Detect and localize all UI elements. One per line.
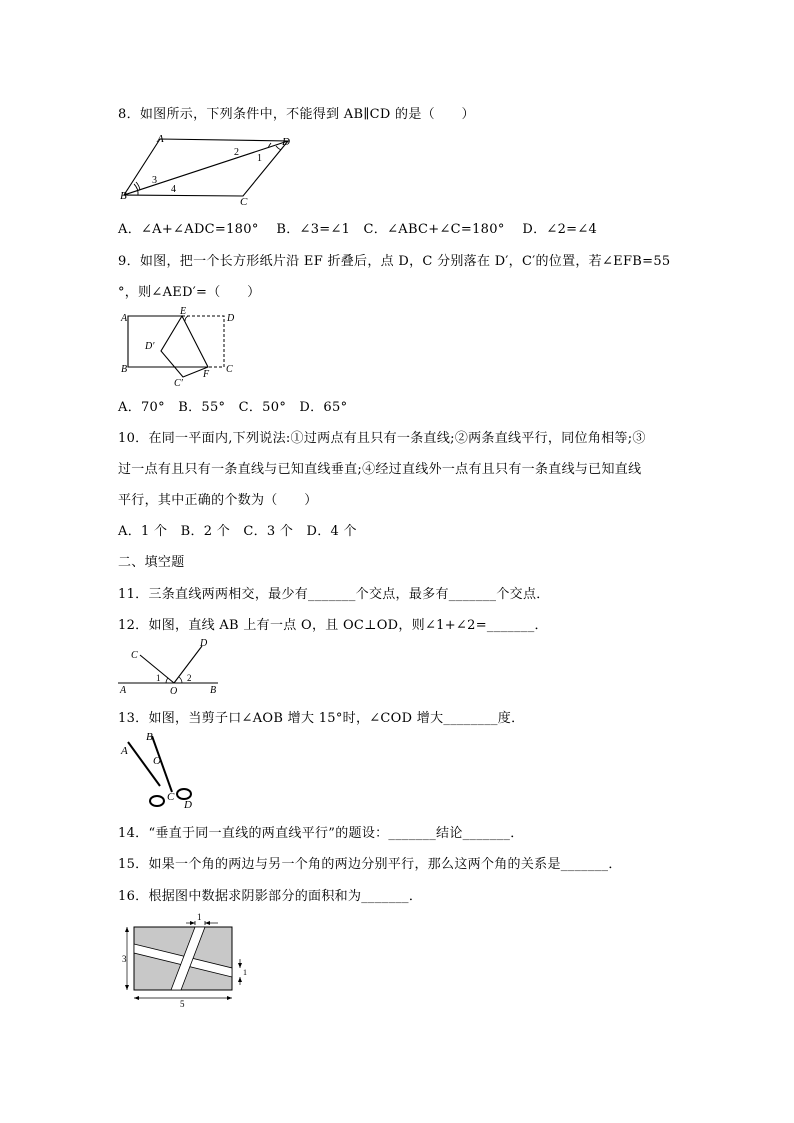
- label-width: 5: [180, 999, 185, 1009]
- q9-fold-figure: [116, 305, 236, 387]
- question-8-options: A．∠A+∠ADC=180° B．∠3=∠1 C．∠ABC+∠C=180° D．∠2=∠4: [118, 222, 598, 237]
- label-a: A: [121, 313, 128, 324]
- q16-shaded-area-figure: [118, 913, 250, 1009]
- question-10-line2: 过一点有且只有一条直线与已知直线垂直;④经过直线外一点有且只有一条直线与已知直线: [118, 462, 642, 477]
- section-heading-fill-in: 二、填空题: [118, 555, 185, 570]
- question-14: 14．“垂直于同一直线的两直线平行”的题设：_______结论_______．: [118, 826, 524, 841]
- label-o: O: [153, 755, 161, 767]
- label-a: A: [121, 745, 128, 757]
- label-1: 1: [257, 153, 262, 164]
- label-o: O: [170, 686, 178, 696]
- question-16-stem: 16．根据图中数据求阴影部分的面积和为_______．: [118, 889, 423, 904]
- label-4: 4: [171, 184, 176, 195]
- label-d: D: [282, 136, 290, 148]
- label-c: C: [240, 196, 248, 205]
- question-8-stem: 8．如图所示，下列条件中，不能得到 AB∥CD 的是（ ）: [118, 107, 475, 122]
- question-11: 11．三条直线两两相交，最少有_______个交点，最多有_______个交点．: [118, 587, 550, 602]
- label-b: B: [146, 731, 153, 743]
- question-9-stem-line2: °，则∠AED′=（ ）: [118, 285, 261, 300]
- label-c: C: [131, 650, 138, 661]
- label-d: D: [227, 313, 235, 324]
- label-2: 2: [234, 147, 239, 158]
- q8-parallelogram-figure: [118, 133, 298, 205]
- question-9-stem-line1: 9．如图，把一个长方形纸片沿 EF 折叠后，点 D，C 分别落在 D′，C′的位置，若∠EFB=55: [118, 254, 671, 269]
- label-1: 1: [156, 673, 161, 683]
- label-e: E: [180, 306, 187, 317]
- question-10-options: A．1 个 B．2 个 C．3 个 D．4 个: [118, 524, 357, 539]
- question-9-options: A．70° B．55° C．50° D．65°: [118, 400, 348, 415]
- q13-scissors-figure: [118, 728, 208, 812]
- question-13-stem: 13．如图，当剪子口∠AOB 增大 15°时，∠COD 增大________度．: [118, 711, 525, 726]
- label-d: D: [184, 799, 192, 811]
- label-c: C: [167, 791, 175, 803]
- label-a: A: [120, 685, 127, 696]
- label-c-prime: C′: [174, 378, 183, 387]
- label-band-width: 1: [243, 968, 247, 977]
- label-b: B: [120, 190, 127, 202]
- label-2: 2: [187, 673, 192, 683]
- question-10-line3: 平行，其中正确的个数为（ ）: [118, 493, 318, 508]
- label-3: 3: [152, 175, 157, 186]
- question-10-line1: 10．在同一平面内,下列说法:①过两点有且只有一条直线;②两条直线平行，同位角相等;③: [118, 431, 646, 446]
- label-height: 3: [122, 954, 127, 964]
- label-b: B: [210, 685, 217, 696]
- label-d: D: [200, 638, 208, 649]
- label-top-width: 1: [197, 913, 202, 922]
- label-a: A: [157, 133, 164, 145]
- label-f: F: [203, 369, 210, 380]
- question-12-stem: 12．如图，直线 AB 上有一点 O，且 OC⊥OD，则∠1+∠2=_______．: [118, 618, 548, 633]
- label-d-prime: D′: [145, 341, 155, 352]
- label-c: C: [226, 364, 233, 375]
- q12-perpendicular-figure: [118, 636, 222, 696]
- question-15: 15．如果一个角的两边与另一个角的两边分别平行，那么这两个角的关系是_______．: [118, 857, 622, 872]
- label-b: B: [121, 364, 128, 375]
